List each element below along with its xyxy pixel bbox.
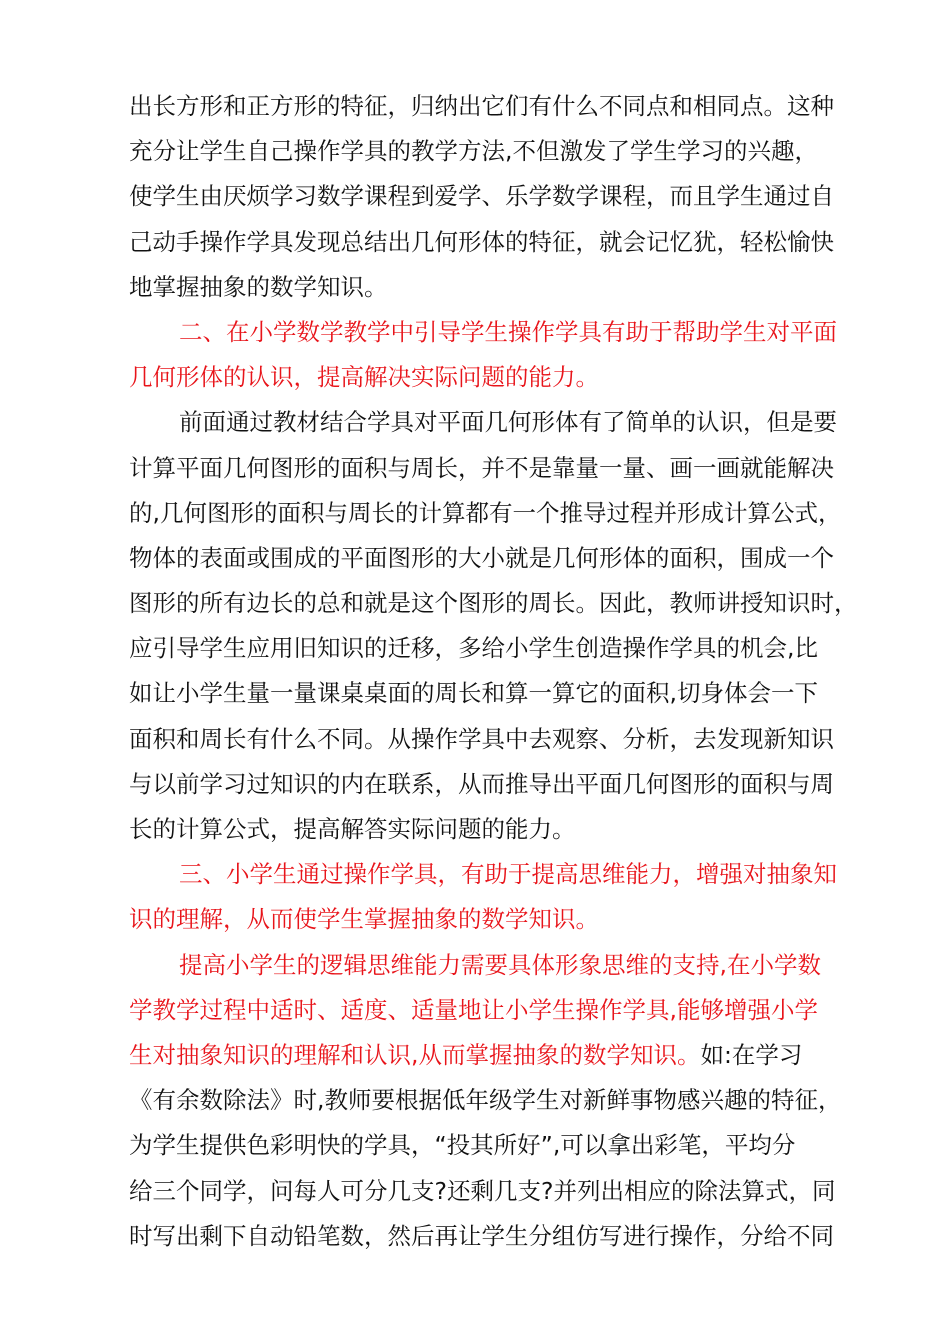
paragraph-line: 面积和周长有什么不同。从操作学具中去观察、分析，去发现新知识 xyxy=(129,724,834,753)
paragraph-line: 己动手操作学具发现总结出几何形体的特征，就会记忆犹，轻松愉快 xyxy=(129,227,834,256)
mixed-paragraph-line xyxy=(129,1033,869,1078)
paragraph-line: 计算平面几何图形的面积与周长，并不是靠量一量、画一画就能解决 xyxy=(129,453,834,482)
paragraph-line: 时写出剩下自动铅笔数，然后再让学生分组仿写进行操作，分给不同 xyxy=(129,1221,834,1250)
paragraph-line: 长的计算公式，提高解答实际问题的能力。 xyxy=(129,815,576,843)
paragraph-line: 充分让学生自己操作学具的教学方法,不但激发了学生学习的兴趣， xyxy=(129,137,818,166)
section-heading-3-cont: 识的理解，从而使学生掌握抽象的数学知识。 xyxy=(129,905,599,934)
paragraph-line: 如让小学生量一量课桌桌面的周长和算一算它的面积,切身体会一下 xyxy=(129,679,818,708)
section-heading-2-cont: 几何形体的认识，提高解决实际问题的能力。 xyxy=(129,363,599,392)
normal-text: 如:在学习 xyxy=(700,1040,803,1069)
paragraph-line: 图形的所有边长的总和就是这个图形的周长。因此，教师讲授知识时， xyxy=(129,589,858,618)
paragraph-line: 物体的表面或围成的平面图形的大小就是几何形体的面积，围成一个 xyxy=(129,543,834,572)
paragraph-line: 出长方形和正方形的特征，归纳出它们有什么不同点和相同点。这种 xyxy=(129,92,834,120)
highlighted-text: 生对抽象知识的理解和认识,从而掌握抽象的数学知识。 xyxy=(129,1040,701,1069)
document-body xyxy=(129,84,869,1259)
section-heading-2: 二、在小学数学教学中引导学生操作学具有助于帮助学生对平面 xyxy=(179,317,837,346)
paragraph-line: 使学生由厌烦学习数学课程到爱学、乐学数学课程，而且学生通过自 xyxy=(129,182,834,211)
paragraph-line: 地掌握抽象的数学知识。 xyxy=(129,272,388,301)
paragraph-line: 与以前学习过知识的内在联系，从而推导出平面几何图形的面积与周 xyxy=(129,769,834,798)
highlighted-paragraph-line: 提高小学生的逻辑思维能力需要具体形象思维的支持,在小学数 xyxy=(179,950,821,979)
paragraph-line: 的,几何图形的面积与周长的计算都有一个推导过程并形成计算公式， xyxy=(129,498,842,527)
paragraph-line: 应引导学生应用旧知识的迁移，多给小学生创造操作学具的机会,比 xyxy=(129,634,818,663)
paragraph-line: 为学生提供色彩明快的学具，“投其所好”,可以拿出彩笔，平均分 xyxy=(129,1131,796,1160)
highlighted-paragraph-line: 学教学过程中适时、适度、适量地让小学生操作学具,能够增强小学 xyxy=(129,995,818,1024)
section-heading-3: 三、小学生通过操作学具，有助于提高思维能力，增强对抽象知 xyxy=(179,860,837,889)
paragraph-line: 前面通过教材结合学具对平面几何形体有了简单的认识，但是要 xyxy=(179,408,837,437)
paragraph-line: 给三个同学，问每人可分几支?还剩几支?并列出相应的除法算式，同 xyxy=(129,1176,836,1205)
paragraph-line: 《有余数除法》时,教师要根据低年级学生对新鲜事物感兴趣的特征， xyxy=(129,1086,842,1115)
